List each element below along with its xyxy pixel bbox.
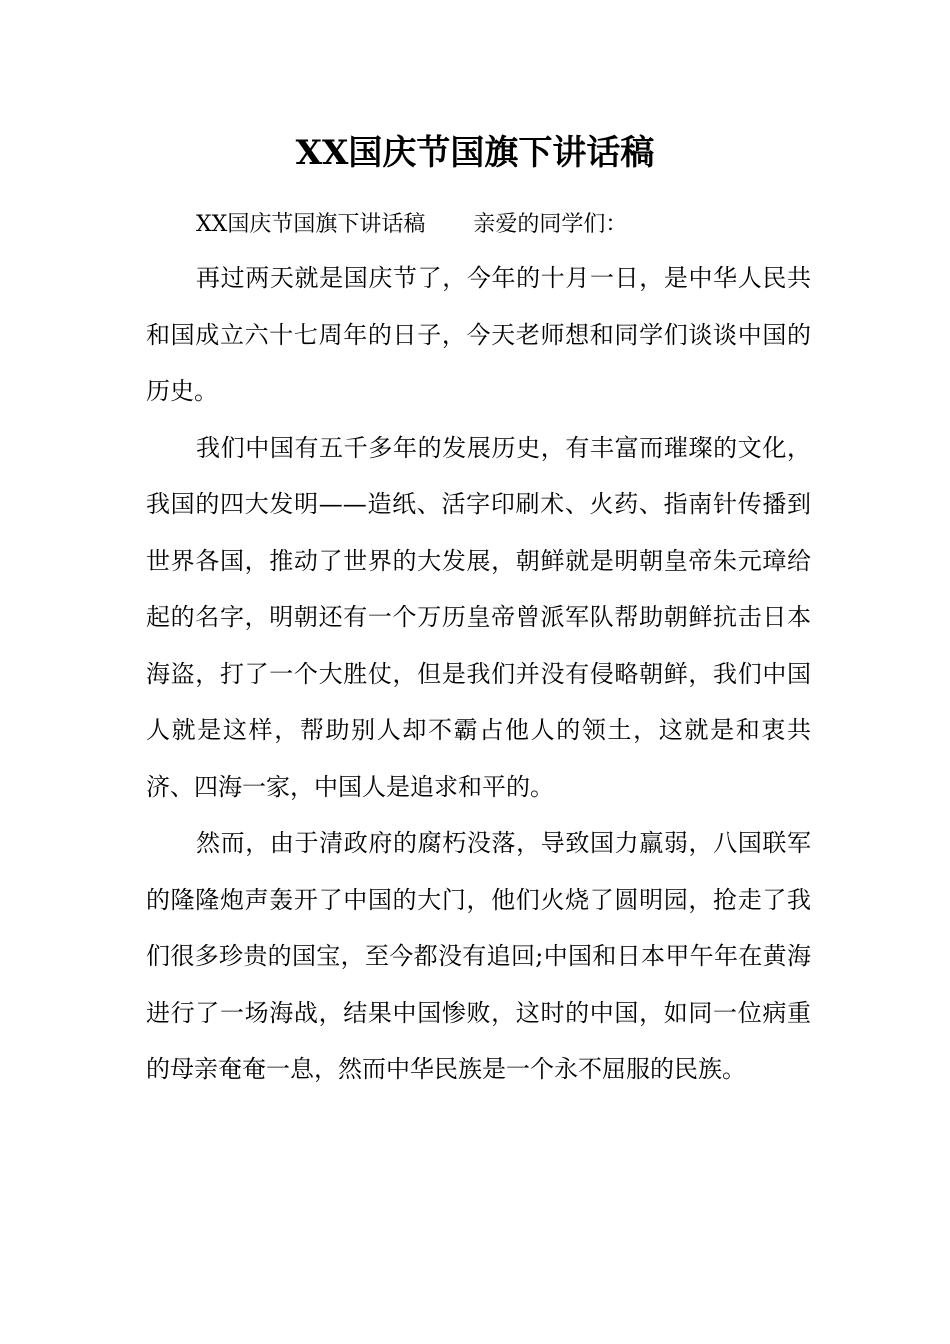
- greeting-text: 亲爱的同学们：: [473, 212, 628, 237]
- paragraph-2: 我们中国有五千多年的发展历史，有丰富而璀璨的文化，我国的四大发明——造纸、活字印刷术、火药、指南针传播到世界各国，推动了世界的大发展，朝鲜就是明朝皇帝朱元璋给起的名字，明朝还有一个万历皇帝曾派军队帮助朝鲜抗击日本海盗，打了一个大胜仗，但是我们并没有侵略朝鲜，我们中国人就是这样，帮助别人却不霸占他人的领土，这就是和衷共济、四海一家，中国人是追求和平的。: [146, 433, 811, 801]
- page-title: XX国庆节国旗下讲话稿: [295, 133, 655, 173]
- greeting-line: [146, 200, 811, 250]
- paragraph-1: 再过两天就是国庆节了，今年的十月一日，是中华人民共和国成立六十七周年的日子，今天老师想和同学们谈谈中国的历史。: [146, 264, 811, 405]
- subtitle-text: XX国庆节国旗下讲话稿: [196, 212, 426, 237]
- paragraph-3: 然而，由于清政府的腐朽没落，导致国力羸弱，八国联军的隆隆炮声轰开了中国的大门，他们火烧了圆明园，抢走了我们很多珍贵的国宝，至今都没有追回;中国和日本甲午年在黄海进行了一场海战，结果中国惨败，这时的中国，如同一位病重的母亲奄奄一息，然而中华民族是一个永不屈服的民族。: [146, 829, 811, 1083]
- document-body: [146, 200, 811, 1098]
